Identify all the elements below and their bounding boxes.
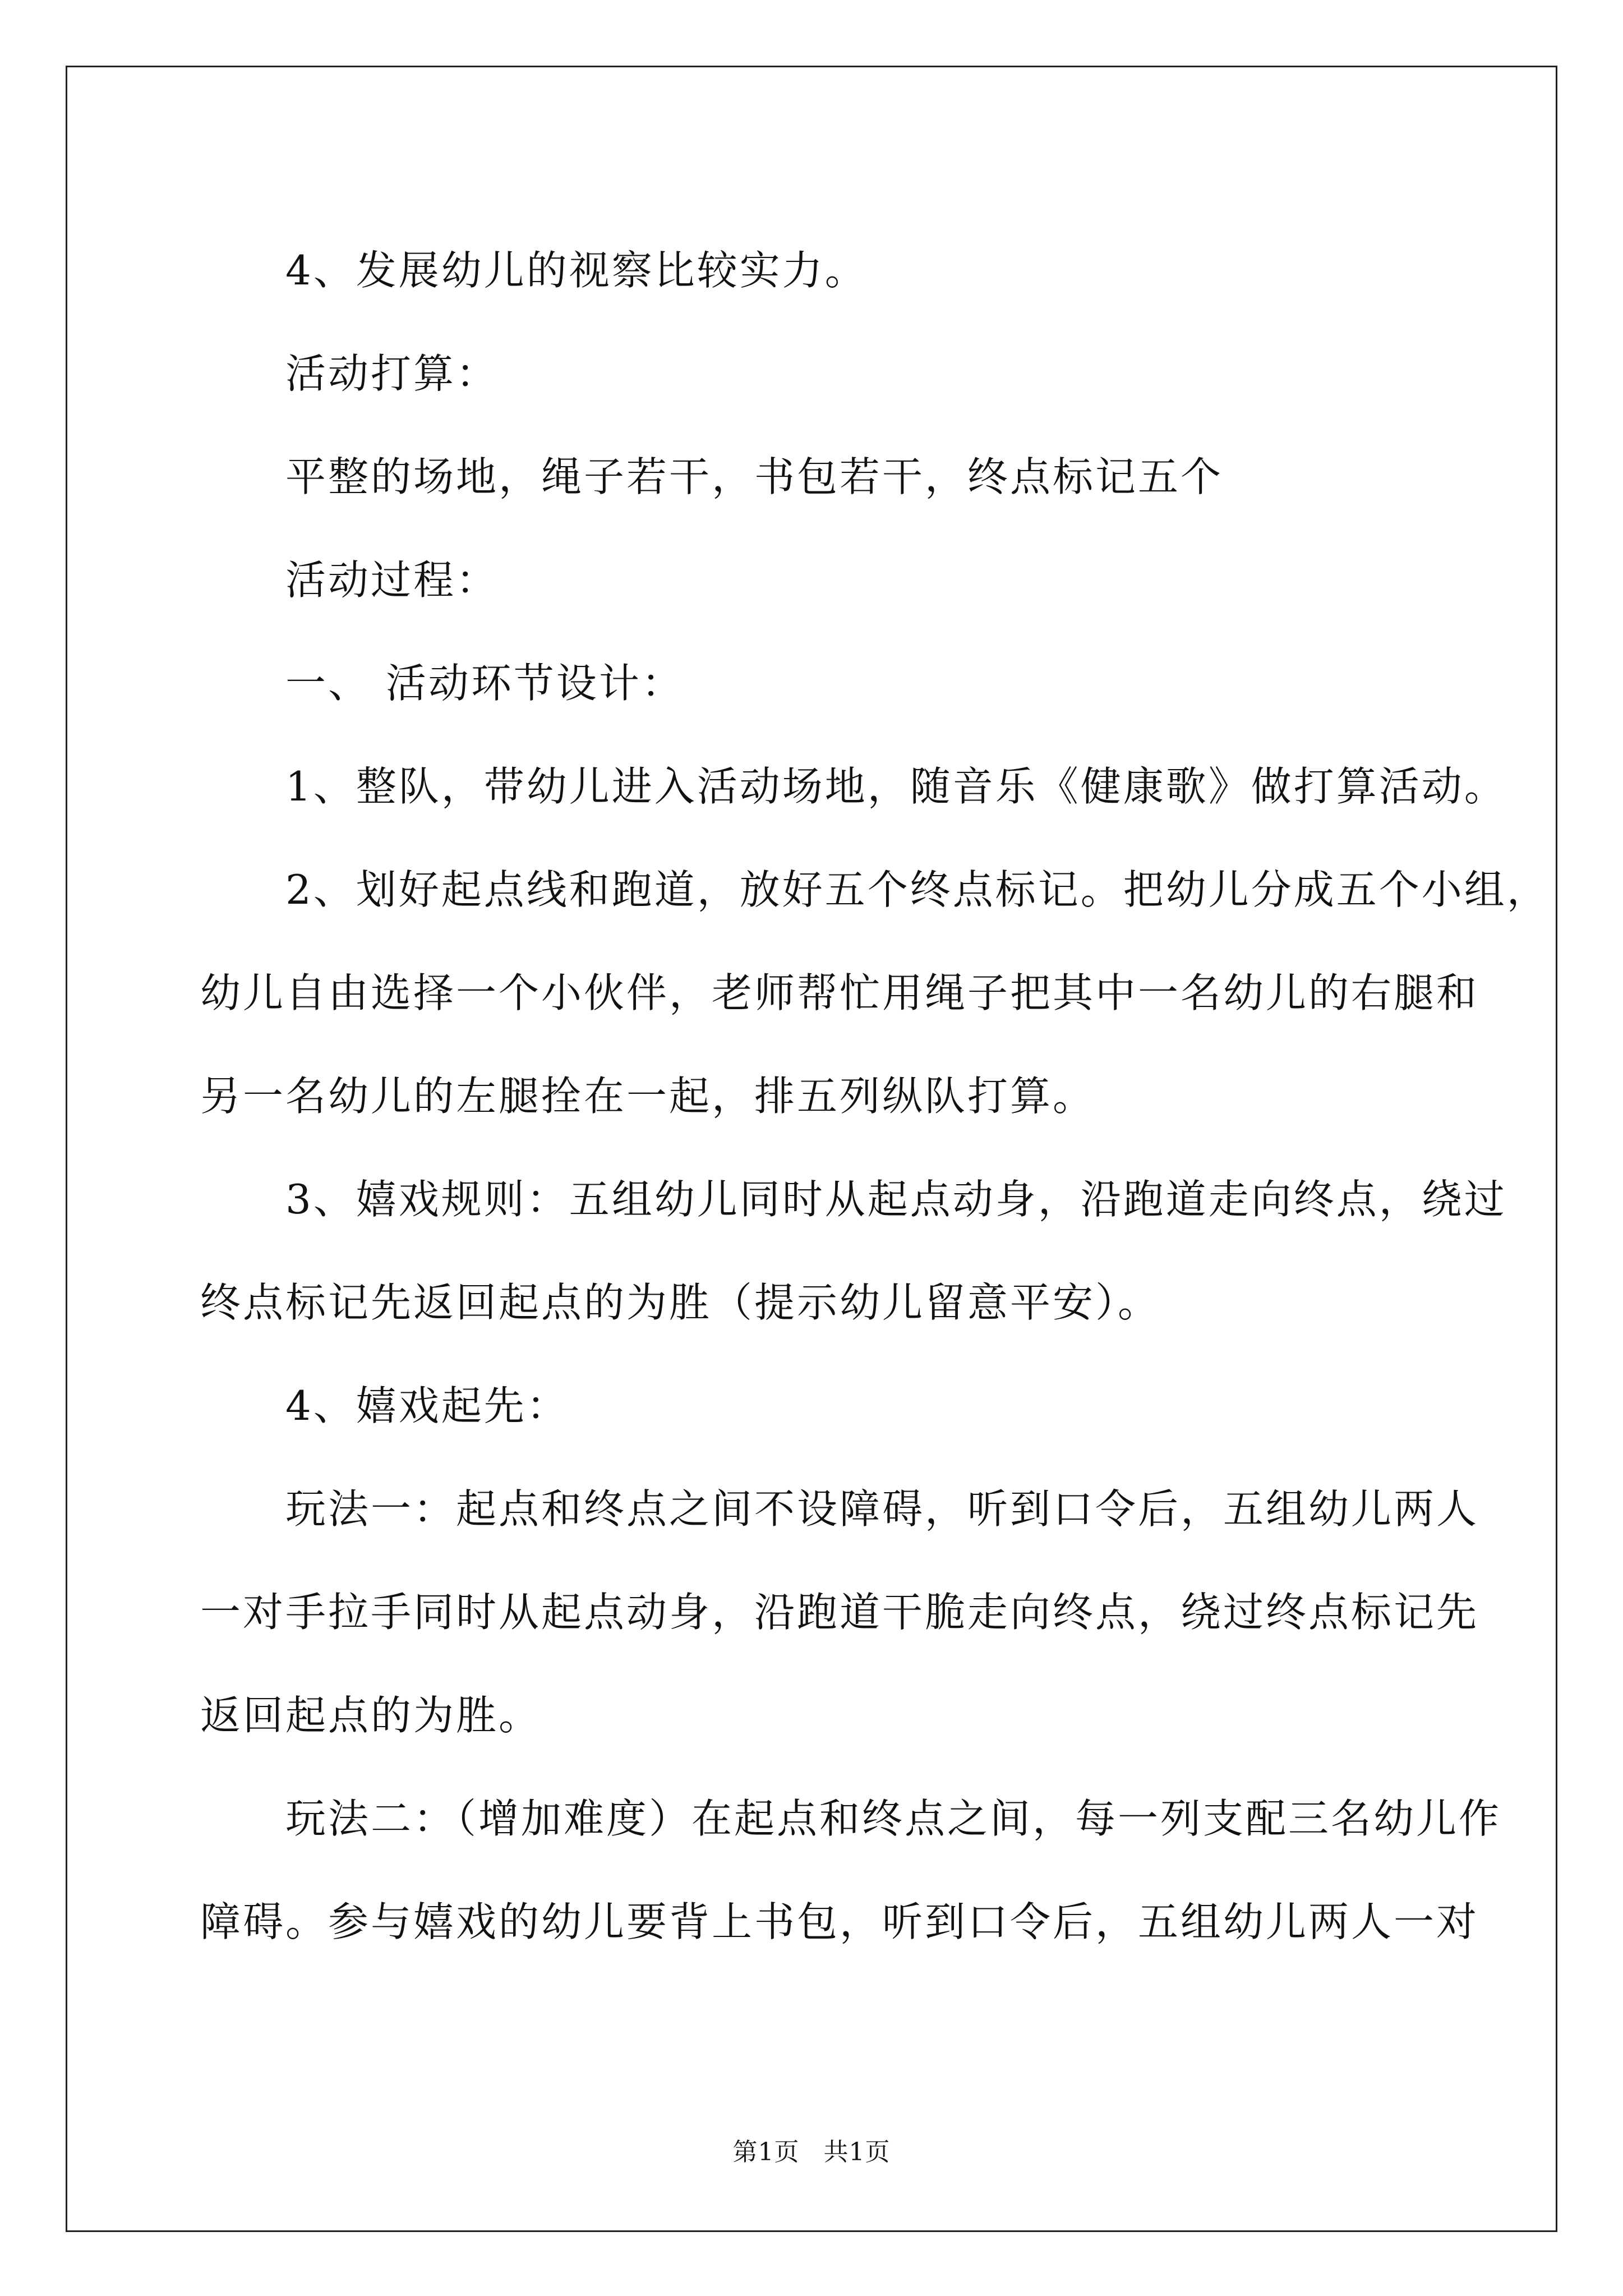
section-heading-preparation: 活动打算： [285, 350, 499, 397]
section-heading-design: 一、 活动环节设计： [285, 660, 684, 707]
paragraph-line: 3、嬉戏规则：五组幼儿同时从起点动身，沿跑道走向终点，绕过 [285, 1176, 1507, 1223]
paragraph-line: 玩法二：（增加难度）在起点和终点之间，每一列支配三名幼儿作 [285, 1795, 1502, 1842]
paragraph-line: 另一名幼儿的左腿拴在一起，排五列纵队打算。 [200, 1073, 1096, 1120]
section-heading-process: 活动过程： [285, 556, 499, 604]
page-total: 共1页 [823, 2138, 891, 2166]
paragraph-line: 平整的场地，绳子若干，书包若干，终点标记五个 [285, 453, 1224, 500]
document-body [200, 219, 1550, 1973]
paragraph-line: 2、划好起点线和跑道，放好五个终点标记。把幼儿分成五个小组， [285, 866, 1550, 913]
paragraph-line: 玩法一：起点和终点之间不设障碍，听到口令后，五组幼儿两人 [285, 1485, 1479, 1533]
paragraph-line: 4、发展幼儿的视察比较实力。 [285, 247, 868, 294]
paragraph-line: 1、整队，带幼儿进入活动场地，随音乐《健康歌》做打算活动。 [285, 763, 1507, 810]
paragraph-line: 幼儿自由选择一个小伙伴，老师帮忙用绳子把其中一名幼儿的右腿和 [200, 969, 1479, 1016]
paragraph-line: 返回起点的为胜。 [200, 1692, 542, 1739]
page-footer [0, 2132, 1623, 2168]
paragraph-line: 终点标记先返回起点的为胜（提示幼儿留意平安）。 [200, 1279, 1161, 1326]
paragraph-line: 障碍。参与嬉戏的幼儿要背上书包，听到口令后，五组幼儿两人一对 [200, 1898, 1479, 1945]
page-number: 第1页 [732, 2138, 800, 2166]
paragraph-line: 一对手拉手同时从起点动身，沿跑道干脆走向终点，绕过终点标记先 [200, 1589, 1479, 1636]
paragraph-line: 4、嬉戏起先： [285, 1382, 569, 1429]
